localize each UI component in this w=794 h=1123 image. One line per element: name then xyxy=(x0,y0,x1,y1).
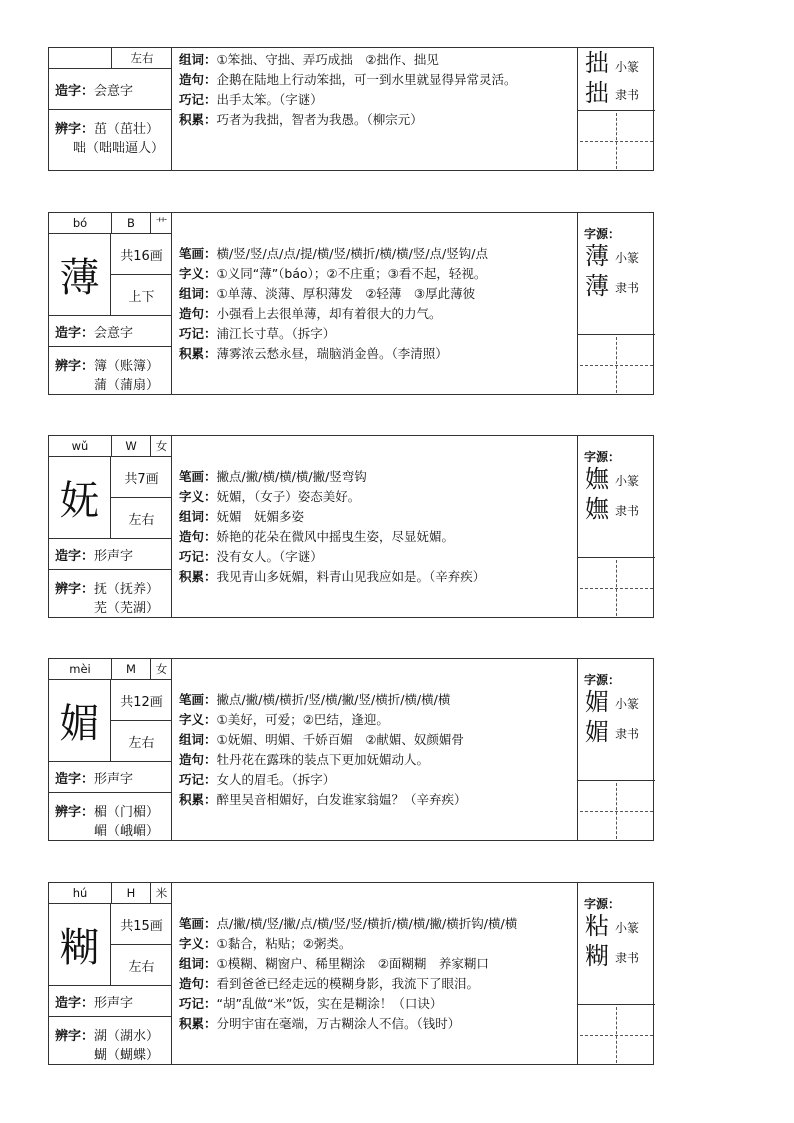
bianzi-block xyxy=(49,110,171,171)
source-label: 字源： xyxy=(584,227,621,241)
zaozi-value: 会意字 xyxy=(94,83,134,99)
bianzi-2: 芜（芜湖） xyxy=(94,601,160,616)
card-source xyxy=(578,659,655,841)
card-content: 笔画：撇点/撇/横/横折/竖/横/撇/竖/横折/横/横/横 字义：①美好，可爱；②巴结，逢迎。 组词：①妩媚、明媚、千娇百媚 ②献媚、奴颜媚骨 造句：牡丹花在露珠的装点下更加妩媚动人。 巧记：女人的眉毛。（拆字） 积累：醉里吴音相媚好，白发谁家翁媪？（辛弃疾） xyxy=(172,659,578,841)
card-content xyxy=(172,48,578,171)
clerical-glyph: 嫵 xyxy=(585,495,609,523)
card-source xyxy=(578,213,655,395)
structure: 左右 xyxy=(111,48,172,68)
pinyin xyxy=(49,48,111,68)
structure: 左右 xyxy=(111,497,172,538)
source-box xyxy=(578,48,655,111)
practice-grid xyxy=(578,335,655,395)
bianzi-2: 蒲（蒲扇） xyxy=(94,378,160,393)
card-source xyxy=(578,48,655,171)
main-character: 妩 xyxy=(49,457,111,538)
bianzi-1: 抚（抚养） xyxy=(94,582,160,597)
bianzi-block: 辨字：楣（门楣） 嵋（峨嵋） xyxy=(49,793,171,841)
card-content: 笔画：撇点/撇/横/横/横/撇/竖弯钩 字义：妩媚，（女子）姿态美好。 组词：妩媚 妩媚多姿 造句：娇艳的花朵在微风中摇曳生姿，尽显妩媚。 巧记：没有女人。（字谜） 积累：我见青山多妩媚，料青山见我应如是。（辛弃疾） xyxy=(172,436,578,618)
source-label: 字源： xyxy=(584,450,621,464)
seal-glyph: 嫵 xyxy=(585,465,609,493)
character-card-1 xyxy=(48,212,654,395)
seal-name: 小篆 xyxy=(615,697,640,711)
initial-letter: M xyxy=(111,659,150,679)
card-header xyxy=(49,659,171,680)
initial-letter: W xyxy=(111,436,150,456)
card-content: 笔画：横/竖/竖/点/点/提/横/竖/横折/横/横/竖/点/竖钩/点 字义：①义同“薄”（báo）；②不庄重；③看不起，轻视。 组词：①单薄、淡薄、厚积薄发 ②轻薄 ③厚此薄彼 造句：小强看上去很单薄，却有着很大的力气。 巧记：浦江长寸草。（拆字） 积累：薄雾浓云愁永昼，瑞脑消金兽。（李清照） xyxy=(172,213,578,395)
stroke-count: 共16画 xyxy=(120,248,163,264)
card-header xyxy=(49,48,171,69)
card-source xyxy=(578,883,655,1065)
stroke-count: 共15画 xyxy=(120,918,163,934)
card-header xyxy=(49,436,171,457)
stroke-count: 共7画 xyxy=(124,471,159,487)
seal-glyph: 粘 xyxy=(585,912,609,940)
card-header xyxy=(49,213,171,234)
clerical-glyph: 媚 xyxy=(585,718,609,746)
zaozi-value: 形声字 xyxy=(94,995,134,1011)
zaozi-label: 造字： xyxy=(55,83,95,99)
radical: 女 xyxy=(150,659,172,679)
clerical-name: 隶书 xyxy=(615,88,640,102)
clerical-name: 隶书 xyxy=(615,504,640,518)
bianzi-block: 辨字：抚（抚养） 芜（芜湖） xyxy=(49,570,171,618)
zaozi-value: 形声字 xyxy=(94,548,134,564)
initial-letter: H xyxy=(111,883,150,903)
pinyin: wǔ xyxy=(71,439,89,453)
seal-glyph: 媚 xyxy=(585,688,609,716)
bianzi-label: 辨字： xyxy=(55,122,95,137)
zaozi-row: 造字： 形声字 xyxy=(49,539,171,570)
bianzi-block: 辨字：湖（湖水） 蝴（蝴蝶） xyxy=(49,1017,171,1065)
bianzi-1: 楣（门楣） xyxy=(94,805,160,820)
structure: 左右 xyxy=(111,720,172,761)
structure: 上下 xyxy=(111,274,172,315)
initial-letter: B xyxy=(111,213,150,233)
zaozi-value: 会意字 xyxy=(94,325,134,341)
card-header xyxy=(49,883,171,904)
seal-glyph: 拙 xyxy=(585,49,609,77)
zaozi-row xyxy=(49,69,171,110)
zaozi-row: 造字： 形声字 xyxy=(49,762,171,793)
clerical-name: 隶书 xyxy=(615,281,640,295)
clerical-glyph: 拙 xyxy=(585,79,609,107)
card-source xyxy=(578,436,655,618)
practice-grid xyxy=(578,781,655,841)
character-card-0 xyxy=(48,47,654,171)
source-label: 字源： xyxy=(584,673,621,687)
card-left-column xyxy=(49,48,172,171)
zaozi-row: 造字： 形声字 xyxy=(49,986,171,1017)
pinyin: hú xyxy=(72,886,88,900)
structure: 左右 xyxy=(111,944,172,985)
pinyin: bó xyxy=(72,216,88,230)
stroke-count: 共12画 xyxy=(120,694,163,710)
bianzi-1: 茁（茁壮） xyxy=(94,122,160,137)
content-line: 积累：巧者为我拙，智者为我愚。（柳宗元） xyxy=(179,112,423,127)
main-character: 媚 xyxy=(49,680,111,761)
clerical-glyph: 糊 xyxy=(585,942,609,970)
content-line: 组词：①笨拙、守拙、弄巧成拙 ②拙作、拙见 xyxy=(179,52,439,67)
source-label: 字源： xyxy=(584,897,621,911)
pinyin: mèi xyxy=(69,662,91,676)
main-character: 糊 xyxy=(49,904,111,985)
bianzi-2: 咄（咄咄逼人） xyxy=(73,141,165,156)
seal-name: 小篆 xyxy=(615,921,640,935)
practice-grid xyxy=(578,558,655,618)
practice-grid xyxy=(578,1005,655,1065)
zaozi-row: 造字： 会意字 xyxy=(49,316,171,347)
seal-name: 小篆 xyxy=(615,251,640,265)
character-card-4 xyxy=(48,882,654,1065)
radical: 女 xyxy=(150,436,172,456)
seal-glyph: 薄 xyxy=(585,242,609,270)
clerical-name: 隶书 xyxy=(615,951,640,965)
seal-name: 小篆 xyxy=(615,60,640,74)
content-line: 巧记：出手太笨。（字谜） xyxy=(179,92,323,107)
content-line: 造句：企鹅在陆地上行动笨拙，可一到水里就显得异常灵活。 xyxy=(179,72,517,87)
main-character: 薄 xyxy=(49,234,111,315)
bianzi-2: 蝴（蝴蝶） xyxy=(94,1048,160,1063)
clerical-glyph: 薄 xyxy=(585,272,609,300)
practice-grid xyxy=(578,111,655,171)
zaozi-value: 形声字 xyxy=(94,771,134,787)
seal-name: 小篆 xyxy=(615,474,640,488)
bianzi-2: 嵋（峨嵋） xyxy=(94,824,160,839)
bianzi-1: 簿（账簿） xyxy=(94,359,160,374)
bianzi-1: 湖（湖水） xyxy=(94,1029,160,1044)
bianzi-block: 辨字：簿（账簿） 蒲（蒲扇） xyxy=(49,347,171,395)
clerical-name: 隶书 xyxy=(615,727,640,741)
character-card-3 xyxy=(48,658,654,841)
radical: 艹 xyxy=(150,213,172,233)
card-content: 笔画：点/撇/横/竖/撇/点/横/竖/竖/横折/横/横/撇/横折钩/横/横 字义：①黏合，粘贴；②粥类。 组词：①模糊、糊窗户、稀里糊涂 ②面糊糊 养家糊口 造句：看到爸爸已经走远的模糊身影，我流下了眼泪。 巧记：“胡”乱做“米”饭，实在是糊涂！（口诀） 积累：分明宇宙在毫端，万古糊涂人不信。（钱时） xyxy=(172,883,578,1065)
radical: 米 xyxy=(150,883,172,903)
character-card-2 xyxy=(48,435,654,618)
